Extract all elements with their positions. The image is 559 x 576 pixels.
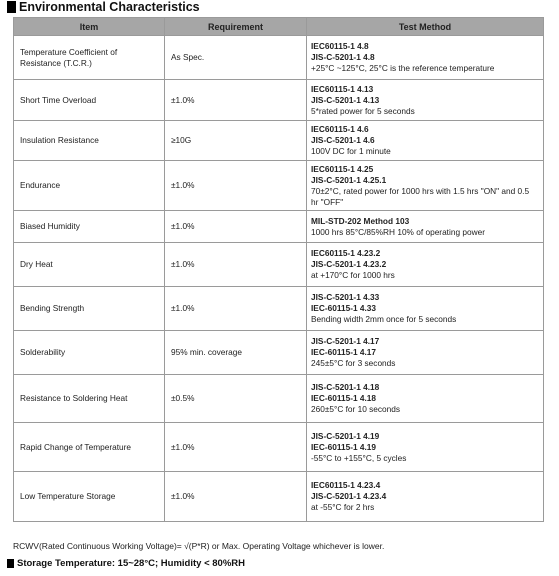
cell-requirement: 95% min. coverage — [165, 331, 307, 375]
table-row — [14, 375, 544, 423]
cell-item: Endurance — [14, 161, 165, 211]
test-condition: 70±2°C, rated power for 1000 hrs with 1.5 hrs "ON" and 0.5 hr "OFF" — [311, 185, 530, 207]
environmental-table — [13, 17, 544, 522]
test-standard: JIS-C-5201-1 4.33 — [311, 292, 380, 302]
test-condition: 5*rated power for 5 seconds — [311, 105, 415, 116]
cell-requirement: ±1.0% — [165, 423, 307, 472]
test-standard: IEC60115-1 4.13 — [311, 83, 374, 94]
cell-item: Rapid Change of Temperature — [14, 423, 165, 472]
table-row — [14, 161, 544, 211]
cell-requirement: ≥10G — [165, 121, 307, 161]
test-standard: JIS-C-5201-1 4.19 — [311, 430, 380, 441]
cell-requirement: As Spec. — [165, 36, 307, 80]
test-condition: 1000 hrs 85°C/85%RH 10% of operating power — [311, 226, 485, 237]
header-test-method: Test Method — [307, 18, 544, 36]
header-item: Item — [14, 18, 165, 36]
cell-item: Temperature Coefficient of Resistance (T.C.R.) — [14, 36, 165, 80]
table-row — [14, 331, 544, 375]
test-standard: IEC60115-1 4.8 — [311, 41, 369, 51]
cell-test-method — [307, 80, 544, 121]
test-standard: IEC60115-1 4.25 — [311, 163, 374, 174]
test-standard: JIS-C-5201-1 4.25.1 — [311, 174, 387, 185]
cell-item: Bending Strength — [14, 287, 165, 331]
test-condition: 245±5°C for 3 seconds — [311, 358, 396, 368]
test-condition: 260±5°C for 10 seconds — [311, 404, 401, 414]
cell-test-method — [307, 423, 544, 472]
table-row — [14, 243, 544, 287]
header-requirement: Requirement — [165, 18, 307, 36]
cell-requirement: ±1.0% — [165, 80, 307, 121]
cell-item: Short Time Overload — [14, 80, 165, 121]
cell-requirement: ±0.5% — [165, 375, 307, 423]
table-row — [14, 80, 544, 121]
test-condition: 100V DC for 1 minute — [311, 146, 391, 156]
rcwv-note: RCWV(Rated Continuous Working Voltage)= √(P*R) or Max. Operating Voltage whichever is lower. — [13, 541, 385, 551]
cell-requirement: ±1.0% — [165, 161, 307, 211]
cell-requirement: ±1.0% — [165, 211, 307, 243]
table-row — [14, 36, 544, 80]
test-standard: IEC-60115-1 4.18 — [311, 393, 377, 403]
cell-test-method — [307, 375, 544, 423]
test-standard: JIS-C-5201-1 4.23.4 — [311, 491, 387, 501]
test-condition: Bending width 2mm once for 5 seconds — [311, 314, 457, 324]
table-row — [14, 423, 544, 472]
cell-item: Resistance to Soldering Heat — [14, 375, 165, 423]
cell-item: Biased Humidity — [14, 211, 165, 243]
table-row — [14, 472, 544, 522]
test-standard: IEC-60115-1 4.17 — [311, 347, 377, 357]
test-condition: at -55°C for 2 hrs — [311, 502, 375, 512]
test-standard: JIS-C-5201-1 4.23.2 — [311, 259, 387, 269]
cell-test-method — [307, 243, 544, 287]
cell-requirement: ±1.0% — [165, 243, 307, 287]
table-header-row — [14, 18, 544, 36]
cell-item: Low Temperature Storage — [14, 472, 165, 522]
table-row — [14, 211, 544, 243]
section-title — [7, 0, 200, 14]
test-standard: IEC60115-1 4.23.4 — [311, 480, 381, 490]
square-bullet-icon — [7, 1, 16, 13]
cell-test-method — [307, 287, 544, 331]
test-standard: JIS-C-5201-1 4.18 — [311, 382, 380, 392]
cell-item: Dry Heat — [14, 243, 165, 287]
test-standard: IEC-60115-1 4.19 — [311, 441, 377, 452]
cell-test-method — [307, 472, 544, 522]
cell-requirement: ±1.0% — [165, 287, 307, 331]
square-bullet-icon — [7, 559, 14, 568]
test-condition: at +170°C for 1000 hrs — [311, 270, 395, 280]
cell-test-method — [307, 211, 544, 243]
cell-test-method — [307, 36, 544, 80]
test-condition: +25°C ~125°C, 25°C is the reference temperature — [311, 63, 495, 73]
cell-test-method — [307, 121, 544, 161]
test-standard: IEC-60115-1 4.33 — [311, 303, 377, 313]
test-standard: IEC60115-1 4.6 — [311, 124, 369, 134]
test-standard: JIS-C-5201-1 4.17 — [311, 336, 380, 346]
cell-requirement: ±1.0% — [165, 472, 307, 522]
test-standard: JIS-C-5201-1 4.13 — [311, 94, 380, 105]
test-standard: MIL-STD-202 Method 103 — [311, 215, 410, 226]
storage-text: Storage Temperature: 15~28°C; Humidity < 80%RH — [17, 557, 245, 569]
section-title-text: Environmental Characteristics — [19, 0, 200, 14]
test-standard: JIS-C-5201-1 4.8 — [311, 52, 375, 62]
table-row — [14, 287, 544, 331]
table-row — [14, 121, 544, 161]
storage-line — [7, 556, 245, 570]
cell-item: Solderability — [14, 331, 165, 375]
cell-test-method — [307, 161, 544, 211]
test-standard: IEC60115-1 4.23.2 — [311, 248, 381, 258]
cell-item: Insulation Resistance — [14, 121, 165, 161]
test-standard: JIS-C-5201-1 4.6 — [311, 135, 375, 145]
test-condition: -55°C to +155°C, 5 cycles — [311, 452, 407, 463]
cell-test-method — [307, 331, 544, 375]
